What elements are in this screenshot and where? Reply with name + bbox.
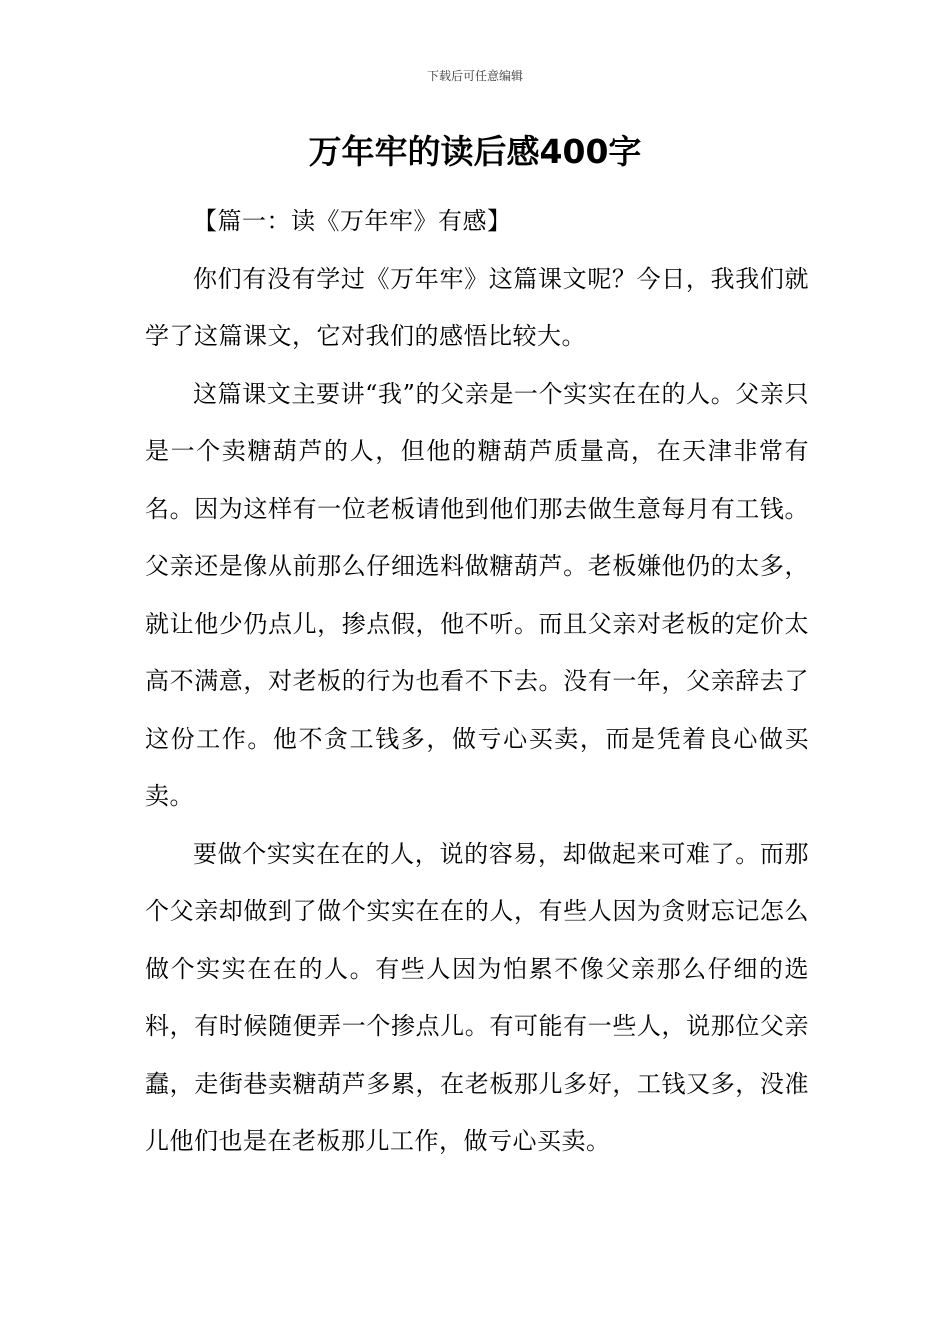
paragraph-3: 要做个实实在在的人，说的容易，却做起来可难了。而那个父亲却做到了做个实实在在的人，有些人因为贪财忘记怎么做个实实在在的人。有些人因为怕累不像父亲那么仔细的选料，有时候随便弄一个掺点儿。有可能有一些人，说那位父亲蠢，走街巷卖糖葫芦多累，在老板那儿多好，工钱又多，没准儿他们也是在老板那儿工作，做亏心买卖。 <box>145 839 809 1155</box>
paragraph-1: 你们有没有学过《万年牢》这篇课文呢？今日，我我们就学了这篇课文，它对我们的感悟比较大。 <box>145 264 809 350</box>
document-body <box>145 193 809 1171</box>
page-title: 万年牢的读后感400字 <box>308 132 642 171</box>
paragraph-2: 这篇课文主要讲“我”的父亲是一个实实在在的人。父亲只是一个卖糖葫芦的人，但他的糖葫芦质量高，在天津非常有名。因为这样有一位老板请他到他们那去做生意每月有工钱。父亲还是像从前那么仔细选料做糖葫芦。老板嫌他仍的太多，就让他少仍点儿，掺点假，他不听。而且父亲对老板的定价太高不满意，对老板的行为也看不下去。没有一年，父亲辞去了这份工作。他不贪工钱多，做亏心买卖，而是凭着良心做买卖。 <box>145 379 809 810</box>
section-heading: 【篇一：读《万年牢》有感】 <box>193 207 512 235</box>
header-note: 下载后可任意编辑 <box>426 69 523 83</box>
